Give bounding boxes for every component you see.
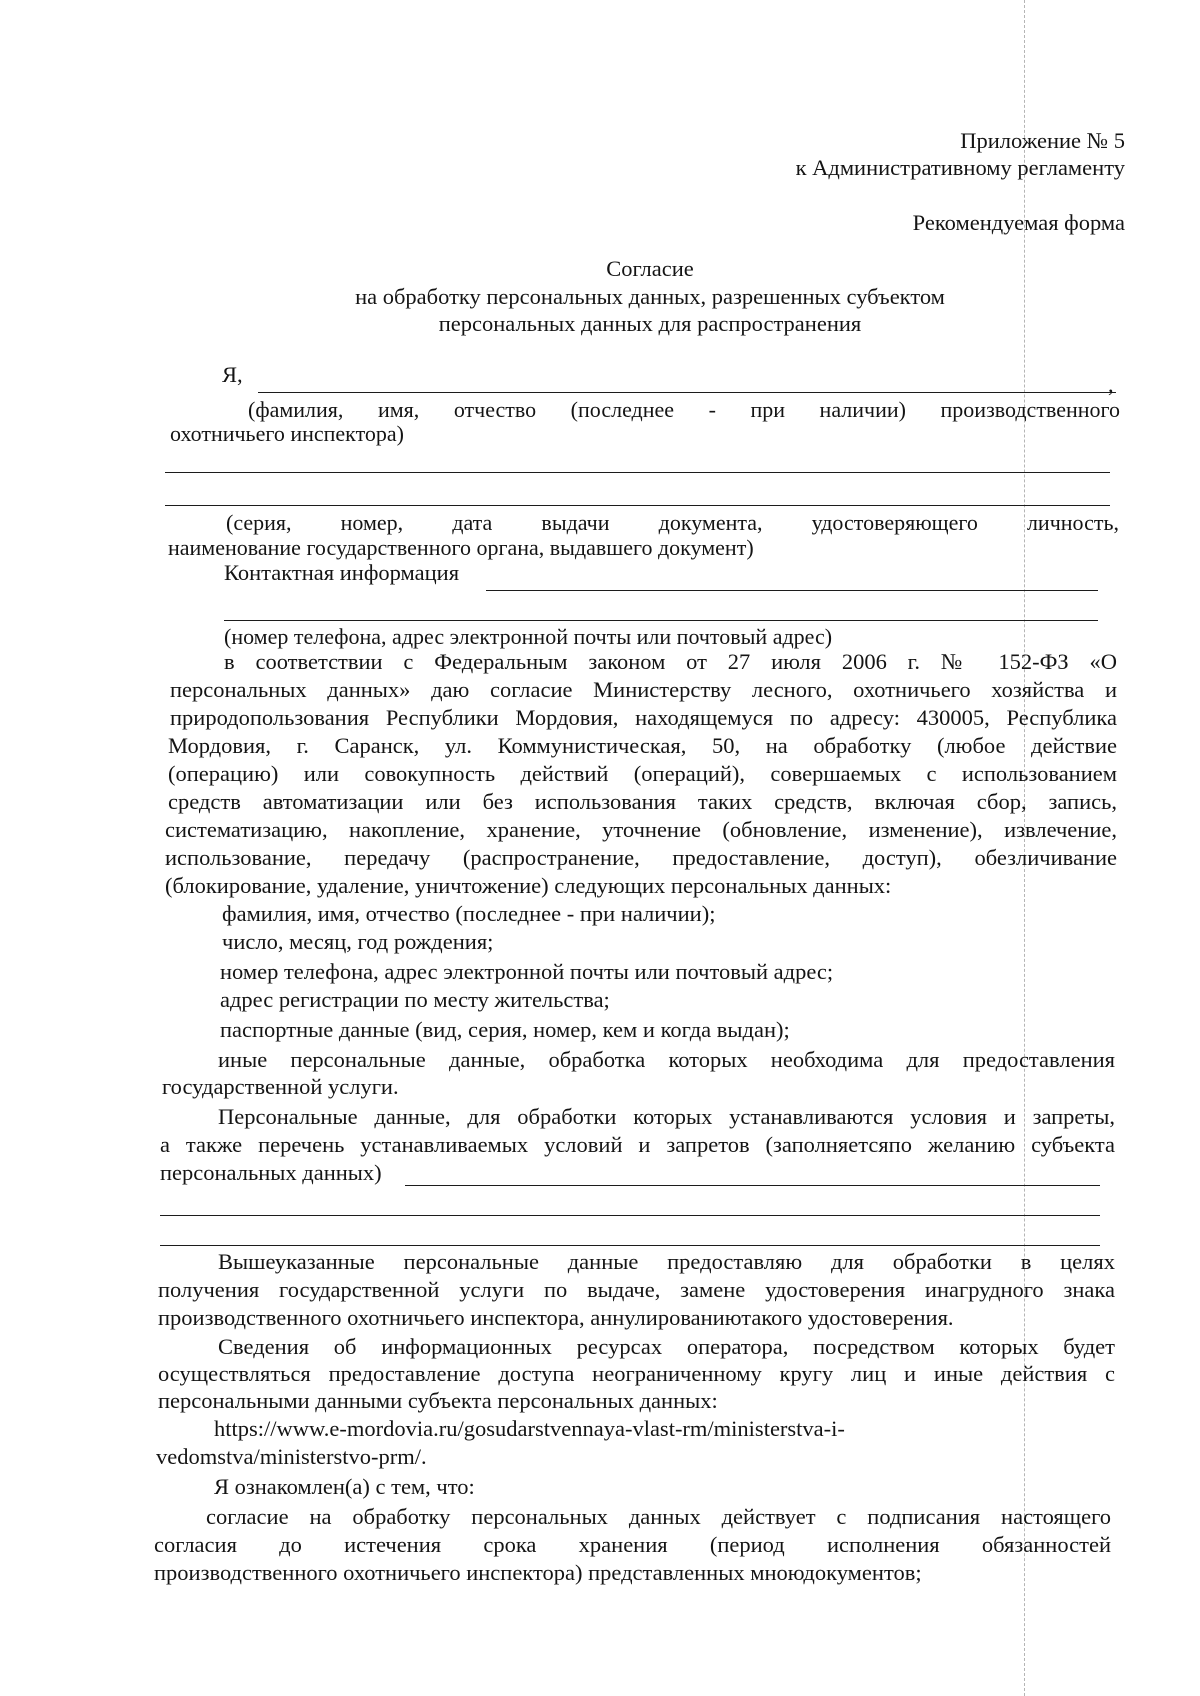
consent-line: систематизацию, накопление, хранение, уточнение (обновление, изменение), извлечение, bbox=[165, 817, 1117, 842]
document-title: Согласие bbox=[606, 256, 694, 281]
document-field-hint-line1: (серия, номер, дата выдачи документа, удостоверяющего личность, bbox=[226, 510, 1119, 535]
document-field-hint-line2: наименование государственного органа, выдавшего документ) bbox=[168, 535, 754, 560]
operator-url-line2[interactable]: vedomstva/ministerstvo-prm/. bbox=[156, 1444, 427, 1469]
operator-url-line1[interactable]: https://www.e-mordovia.ru/gosudarstvennaya-vlast-rm/ministerstva-i- bbox=[214, 1416, 845, 1441]
contact-info-label: Контактная информация bbox=[224, 560, 460, 585]
consent-line: Мордовия, г. Саранск, ул. Коммунистическая, 50, на обработку (любое действие bbox=[168, 733, 1117, 758]
consent-line: использование, передачу (распространение, предоставление, доступ), обезличивание bbox=[165, 845, 1117, 870]
identity-document-line2[interactable] bbox=[165, 505, 1110, 506]
applicant-name-line[interactable] bbox=[258, 392, 1116, 393]
consent-line: (блокирование, удаление, уничтожение) следующих персональных данных: bbox=[165, 873, 892, 898]
consent-line: в соответствии с Федеральным законом от 27 июля 2006 г. № 152-ФЗ «О bbox=[224, 649, 1117, 674]
applicant-name-comma: , bbox=[1108, 372, 1114, 397]
data-list-item: номер телефона, адрес электронной почты или почтовый адрес; bbox=[220, 959, 834, 984]
resources-line2: осуществляться предоставление доступа неограниченному кругу лиц и иные действия с bbox=[158, 1361, 1115, 1386]
purpose-line3: производственного охотничьего инспектора, аннулированиютакого удостоверения. bbox=[158, 1305, 954, 1330]
document-subtitle-line2: персональных данных для распространения bbox=[438, 311, 862, 336]
data-list-item: число, месяц, год рождения; bbox=[222, 929, 494, 954]
restrictions-field-line1[interactable] bbox=[405, 1185, 1100, 1186]
restrictions-line1: Персональные данные, для обработки которых устанавливаются условия и запреты, bbox=[218, 1104, 1115, 1129]
acknowledgement-intro: Я ознакомлен(а) с тем, что: bbox=[214, 1474, 475, 1499]
contact-info-line1[interactable] bbox=[486, 590, 1098, 591]
regulation-reference: к Административному регламенту bbox=[795, 155, 1125, 180]
name-field-hint-line2: охотничьего инспектора) bbox=[170, 421, 404, 446]
resources-line1: Сведения об информационных ресурсах оператора, посредством которых будет bbox=[218, 1334, 1115, 1359]
purpose-line1: Вышеуказанные персональные данные предоставляю для обработки в целях bbox=[218, 1249, 1115, 1274]
consent-line: персональных данных» даю согласие Министерству лесного, охотничьего хозяйства и bbox=[170, 677, 1117, 702]
restrictions-line2: а также перечень устанавливаемых условий и запретов (заполняетсяпо желанию субъекта bbox=[160, 1132, 1115, 1157]
purpose-line2: получения государственной услуги по выдаче, замене удостоверения инагрудного знака bbox=[158, 1277, 1115, 1302]
form-type-label: Рекомендуемая форма bbox=[912, 210, 1125, 235]
restrictions-line3: персональных данных) bbox=[160, 1160, 382, 1185]
contact-info-line2[interactable] bbox=[224, 620, 1098, 621]
name-field-hint-line1: (фамилия, имя, отчество (последнее - при наличии) производственного bbox=[248, 397, 1120, 422]
restrictions-field-line2[interactable] bbox=[160, 1215, 1100, 1216]
applicant-prefix: Я, bbox=[222, 362, 243, 387]
appendix-number: Приложение № 5 bbox=[960, 128, 1125, 153]
data-list-item: фамилия, имя, отчество (последнее - при наличии); bbox=[222, 901, 716, 926]
consent-line: природопользования Республики Мордовия, находящемуся по адресу: 430005, Республика bbox=[170, 705, 1117, 730]
resources-line3: персональными данными субъекта персональных данных: bbox=[158, 1388, 718, 1413]
data-list-item: паспортные данные (вид, серия, номер, кем и когда выдан); bbox=[220, 1017, 790, 1042]
contact-field-hint: (номер телефона, адрес электронной почты или почтовый адрес) bbox=[224, 624, 833, 649]
acknowledgement-line2: согласия до истечения срока хранения (период исполнения обязанностей bbox=[154, 1532, 1111, 1557]
document-subtitle-line1: на обработку персональных данных, разрешенных субъектом bbox=[355, 284, 945, 309]
acknowledgement-line3: производственного охотничьего инспектора) представленных мноюдокументов; bbox=[154, 1560, 922, 1585]
consent-line: средств автоматизации или без использования таких средств, включая сбор, запись, bbox=[168, 789, 1117, 814]
restrictions-field-line3[interactable] bbox=[160, 1245, 1100, 1246]
identity-document-line1[interactable] bbox=[165, 472, 1110, 473]
data-list-item: иные персональные данные, обработка которых необходима для предоставления bbox=[218, 1047, 1115, 1072]
data-list-item: адрес регистрации по месту жительства; bbox=[220, 987, 610, 1012]
consent-line: (операцию) или совокупность действий (операций), совершаемых с использованием bbox=[168, 761, 1117, 786]
acknowledgement-line1: согласие на обработку персональных данных действует с подписания настоящего bbox=[206, 1504, 1111, 1529]
data-list-item: государственной услуги. bbox=[162, 1074, 399, 1099]
